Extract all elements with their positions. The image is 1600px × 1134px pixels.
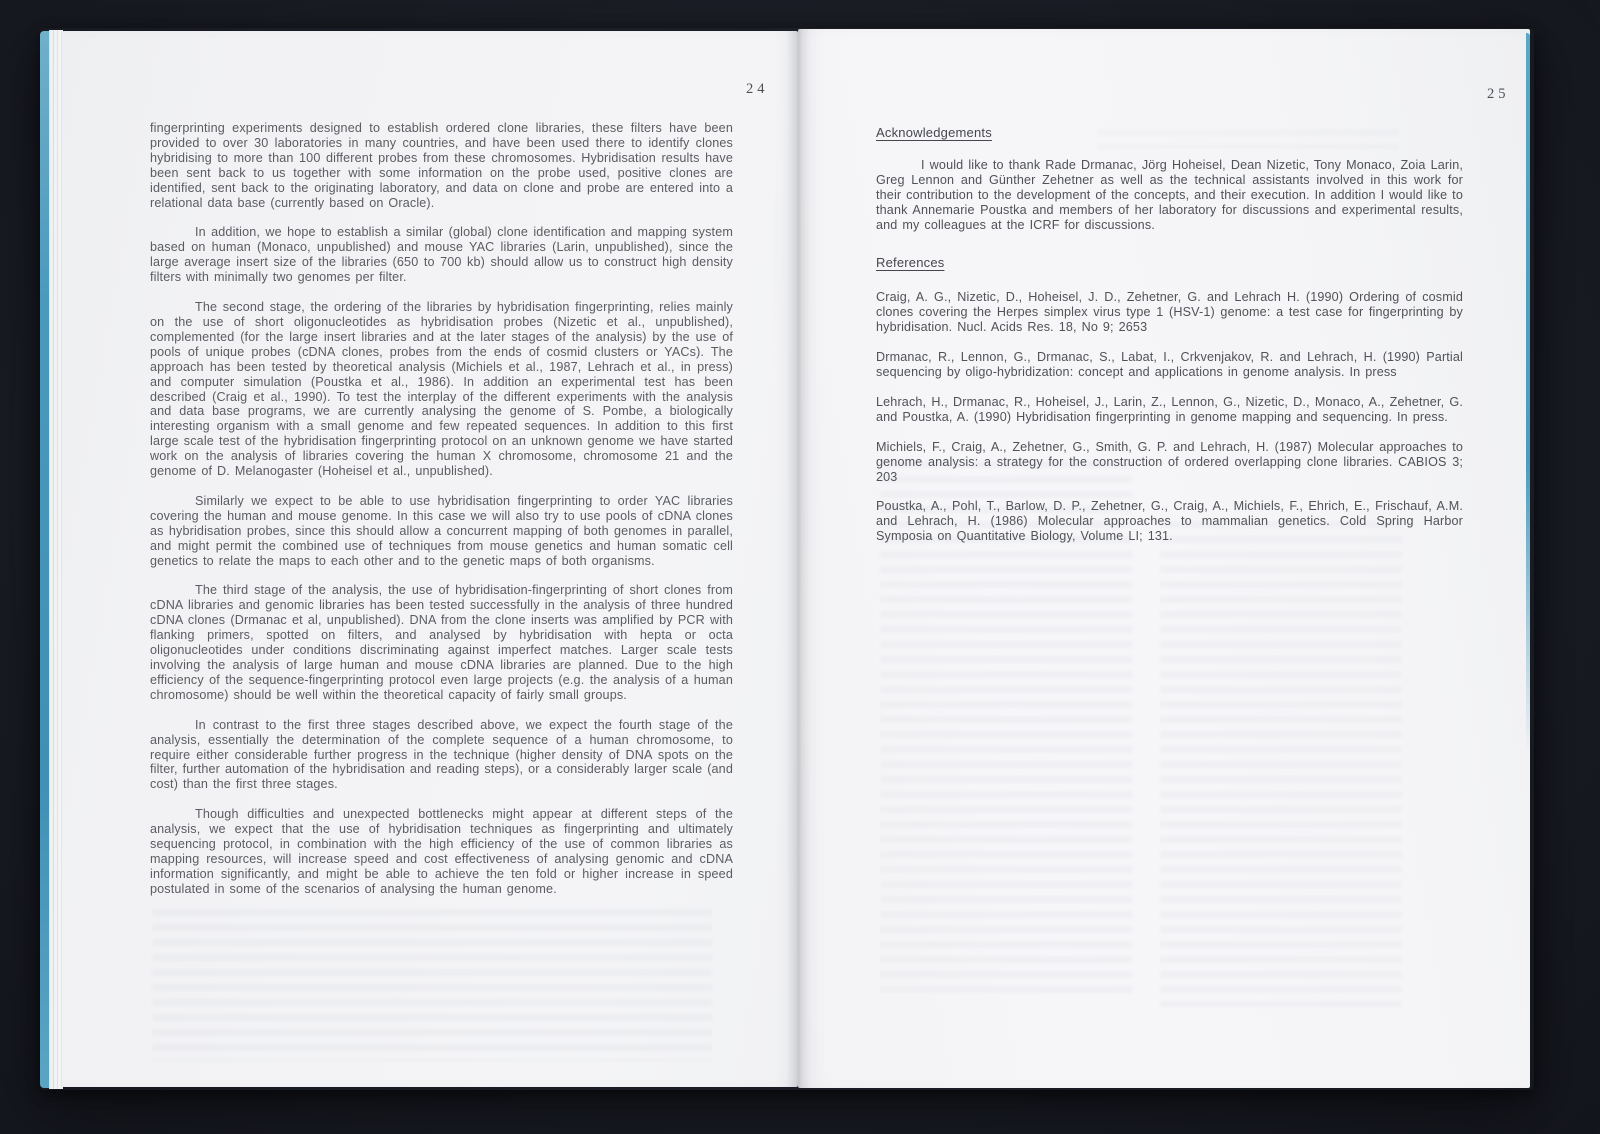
bleed-through-text <box>152 909 712 1061</box>
page-24 <box>62 31 798 1087</box>
reference-entry: Drmanac, R., Lennon, G., Drmanac, S., Labat, I., Crkvenjakov, R. and Lehrach, H. (1990) Partial sequencing by oligo-hybridization: concept and applications in genome analysis. In press <box>876 350 1463 379</box>
reference-entry: Poustka, A., Pohl, T., Barlow, D. P., Zehetner, G., Craig, A., Michiels, F., Ehrich, E., Frischauf, A.M. and Lehrach, H. (1986) Molecular approaches to mammalian genetics. Cold Spring Harbor Symposia on Quantitative Biology, Volume LI; 131. <box>876 499 1463 544</box>
body-paragraph: In addition, we hope to establish a similar (global) clone identification and mapping system based on human (Monaco, unpublished) and mouse YAC libraries (Larin, unpublished), since the large average insert size of the libraries (650 to 700 kb) should allow us to construct high density filters with minimally two genomes per filter. <box>150 225 733 285</box>
page-stack-edge <box>49 30 63 1089</box>
page-25-text-column <box>876 126 1463 544</box>
reference-entry: Craig, A. G., Nizetic, D., Hoheisel, J. D., Zehetner, G. and Lehrach H. (1990) Ordering of cosmid clones covering the Herpes simplex virus type 1 (HSV-1) genome: a test case for fingerprinting by hybridisation. Nucl. Acids Res. 18, No 9; 2653 <box>876 290 1463 335</box>
book-spread <box>40 28 1534 1090</box>
acknowledgements-heading: Acknowledgements <box>876 125 992 140</box>
page-number: 25 <box>1487 86 1510 102</box>
body-paragraph: Similarly we expect to be able to use hybridisation fingerprinting to order YAC libraries covering the human and mouse genome. In this case we will also try to use pools of cDNA clones as hybridisation probes, since this should allow a concurrent mapping of both genomes in parallel, and might permit the combined use of techniques from mouse genetics and human somatic cell genetics to relate the maps to each other and to the genetic maps of both organisms. <box>150 493 733 568</box>
body-paragraph: fingerprinting experiments designed to establish ordered clone libraries, these filters have been provided to over 30 laboratories in many countries, and have been used there to identify clones hybridising to more than 100 different probes from these chromosomes. Hybridisation results have been sent back to us together with some information on the probe used, positive clones are identified, sent back to the originating laboratory, and data on clone and probe are entered into a relational data base (currently based on Oracle). <box>150 121 733 210</box>
references-heading: References <box>876 255 945 271</box>
book-fore-edge-right <box>1526 33 1530 753</box>
body-paragraph: The third stage of the analysis, the use of hybridisation-fingerprinting of short clones from cDNA libraries and genomic libraries has been tested successfully in the analysis of three hundred cDNA clones (Drmanac et al, unpublished). DNA from the clone inserts was amplified by PCR with flanking primers, spotted on filters, and analysed by hybridisation with hepta or octa oligonucleotides under conditions discriminating against imperfect matches. Larger scale tests involving the analysis of large human and mouse cDNA libraries are planned. Due to the high efficiency of the sequence-fingerprinting protocol even large projects (e.g. the analysis of a human chromosome) should be well within the theoretical capacity of fairly small groups. <box>150 583 733 702</box>
body-paragraph: In contrast to the first three stages described above, we expect the fourth stage of the analysis, essentially the determination of the complete sequence of a human chromosome, to require either considerable further progress in the technique (higher density of DNA spots on the filter, further automation of the hybridisation and reading steps), or a considerably larger scale (and cost) than the first three stages. <box>150 717 733 792</box>
book-fore-edge-left <box>40 31 49 1088</box>
page-number: 24 <box>746 81 769 97</box>
acknowledgements-paragraph: I would like to thank Rade Drmanac, Jörg Hoheisel, Dean Nizetic, Tony Monaco, Zoia Larin, Greg Lennon and Günther Zehetner as well as the technical assistants involved in this work for their contribution to the development of the concepts, and their execution. In addition I would like to thank Annemarie Poustka and members of her laboratory for discussions and experimental results, and my colleagues at the ICRF for discussions. <box>876 157 1463 232</box>
reference-entry: Lehrach, H., Drmanac, R., Hoheisel, J., Larin, Z., Lennon, G., Nizetic, D., Monaco, A., Zehetner, G. and Poustka, A. (1990) Hybridisation fingerprinting in genome mapping and sequencing. In press. <box>876 394 1463 424</box>
body-paragraph: The second stage, the ordering of the libraries by hybridisation fingerprinting, relies mainly on the use of short oligonucleotides as hybridisation probes (Nizetic et al., unpublished), complemented (for the large insert libraries and at the later stages of the analysis) by the use of pools of unique probes (cDNA clones, probes from the ends of cosmid clusters or YACs). The approach has been tested by theoretical analysis (Michiels et al., 1987, Lehrach et al., in press) and computer simulation (Poustka et al., 1986). In addition an experimental test has been described (Craig et al., 1990). To test the interplay of the different experiments with the analysis and data base programs, we are currently analysing the genome of S. Pombe, a biologically interesting organism with a small genome and few repeated sequences. In addition to this first large scale test of the hybridisation fingerprinting protocol on an unknown genome we have started work on the analysis of libraries covering the human X chromosome, chromosome 21 and the genome of D. Melanogaster (Hoheisel et al., unpublished). <box>150 300 733 479</box>
bleed-through-text <box>1160 521 1402 1007</box>
body-paragraph: Though difficulties and unexpected bottlenecks might appear at different steps of the analysis, we expect that the use of hybridisation techniques as fingerprinting and ultimately sequencing protocol, in combination with the high efficiency of the use of common libraries as mapping resources, will increase speed and cost effectiveness of analysing genomic and cDNA information significantly, and might be able to achieve the ten fold or higher increase in speed postulated in some of the scenarios of analysing the human genome. <box>150 807 733 896</box>
page-25 <box>798 29 1530 1088</box>
page-24-text-column <box>150 121 733 897</box>
reference-entry: Michiels, F., Craig, A., Zehetner, G., Smith, G. P. and Lehrach, H. (1987) Molecular approaches to genome analysis: a strategy for the construction of ordered overlapping clone libraries. CABIOS 3; 203 <box>876 439 1463 484</box>
